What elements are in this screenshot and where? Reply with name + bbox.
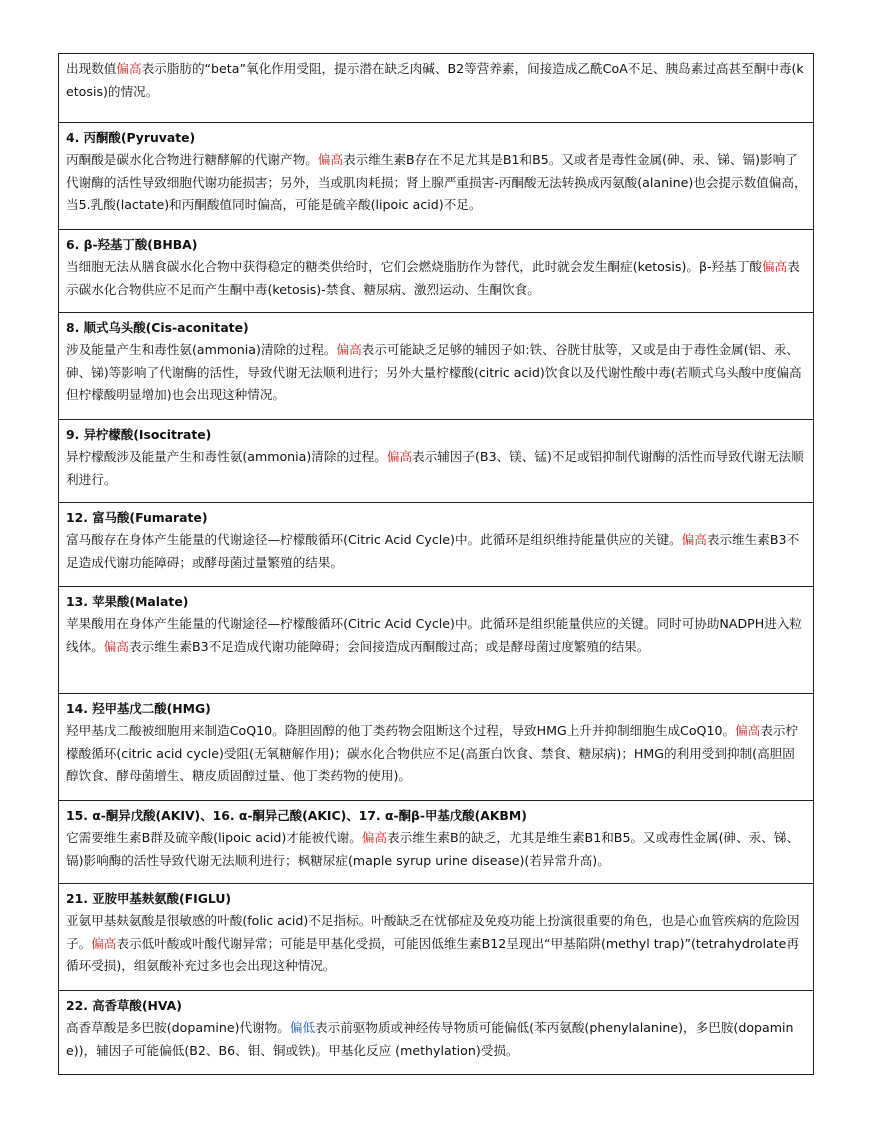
table-row [59, 420, 814, 503]
section-cell [59, 587, 814, 694]
table-row [59, 230, 814, 313]
body-text: 出现数值 [66, 61, 117, 76]
section-body [66, 446, 807, 491]
section-heading: 15. α-酮异戊酸(AKIV)、16. α-酮异己酸(AKIC)、17. α-酮β-甲基戊酸(AKBM) [66, 808, 527, 823]
body-text: 表示维生素B的缺乏，尤其是维生素B1和B5。又或毒性金属(砷、汞、锑、镉)影响酶的活性导致代谢无法顺利进行；枫糖尿症(maple syrup urine disease)(若异常升高)。 [66, 830, 800, 868]
body-text: 当细胞无法从膳食碳水化合物中获得稳定的糖类供给时，它们会燃烧脂肪作为替代，此时就会发生酮症(ketosis)。β-羟基丁酸 [66, 259, 762, 274]
section-cell [59, 313, 814, 420]
section-heading: 13. 苹果酸(Malate) [66, 594, 189, 609]
body-text: 异柠檬酸涉及能量产生和毒性氨(ammonia)清除的过程。 [66, 449, 387, 464]
body-text: 表示脂肪的“beta”氧化作用受阻，提示潜在缺乏肉碱、B2等营养素，间接造成乙酰CoA不足、胰岛素过高甚至酮中毒(ketosis)的情况。 [66, 61, 804, 99]
body-text: 表示柠檬酸循环(citric acid cycle)受阻(无氧糖解作用)；碳水化合物供应不足(高蛋白饮食、禁食、糖尿病)；HMG的利用受到抑制(高胆固醇饮食、酵母菌增生、糖皮质固醇过量、他丁类药物的使用)。 [66, 723, 799, 784]
highlight-text: 偏高 [386, 449, 413, 464]
section-body [66, 1017, 807, 1062]
section-body [66, 529, 807, 574]
section-cell [59, 991, 814, 1075]
body-text: 表示维生素B存在不足尤其是B1和B5。又或者是毒性金属(砷、汞、锑、镉)影响了代谢酶的活性导致细胞代谢功能损害；另外，当或肌肉耗损；肾上腺严重损害-丙酮酸无法转换成丙氨酸(alanine)也会提示数值偏高，当5.乳酸(lactate)和丙酮酸值同时偏高，可能是硫辛酸(lipoic acid)不足。 [66, 152, 807, 213]
document-page [58, 53, 814, 1075]
highlight-text: 偏高 [361, 830, 388, 845]
section-heading: 4. 丙酮酸(Pyruvate) [66, 130, 196, 145]
body-text: 它需要维生素B群及硫辛酸(lipoic acid)才能被代谢。 [66, 830, 362, 845]
highlight-text: 偏高 [681, 532, 707, 547]
section-heading: 6. β-羟基丁酸(BHBA) [66, 237, 198, 252]
highlight-text: 偏高 [317, 152, 344, 167]
table-row [59, 884, 814, 991]
section-cell [59, 884, 814, 991]
section-body [66, 339, 807, 407]
table-row [59, 54, 814, 123]
section-cell [59, 420, 814, 503]
body-text: 表示可能缺乏足够的辅因子如:铁、谷胱甘肽等，又或是由于毒性金属(铝、汞、砷、锑)等影响了代谢酶的活性，导致代谢无法顺利进行；另外大量柠檬酸(citric acid)饮食以及代谢性酸中毒(若顺式乌头酸中度偏高但柠檬酸明显增加)也会出现这种情况。 [66, 342, 802, 403]
section-heading: 8. 顺式乌头酸(Cis-aconitate) [66, 320, 249, 335]
body-text: 表示前驱物质或神经传导物质可能偏低(苯丙氨酸(phenylalanine)，多巴胺(dopamine))，辅因子可能偏低(B2、B6、钼、铜或铁)。甲基化反应 (methylation)受损。 [66, 1020, 794, 1058]
section-body [66, 720, 807, 788]
body-text: 表示辅因子(B3、镁、锰)不足或铝抑制代谢酶的活性而导致代谢无法顺利进行。 [66, 449, 804, 487]
highlight-text: 偏高 [336, 342, 362, 357]
highlight-text: 偏高 [91, 935, 117, 951]
table-row [59, 503, 814, 587]
body-text: 表示维生素B3不足造成代谢功能障碍；会间接造成丙酮酸过高；或是酵母菌过度繁殖的结果。 [128, 638, 650, 654]
body-text: 表示低叶酸或叶酸代谢异常；可能是甲基化受损，可能因低维生素B12呈现出“甲基陷阱(methyl trap)”(tetrahydrolate再循环受损)，组氨酸补充过多也会出现这种情况。 [66, 935, 799, 974]
table-row [59, 694, 814, 801]
section-body [66, 910, 807, 978]
section-heading: 9. 异柠檬酸(Isocitrate) [66, 427, 212, 442]
section-cell [59, 54, 814, 123]
body-text: 羟甲基戊二酸被细胞用来制造CoQ10。降胆固醇的他丁类药物会阻断这个过程，导致HMG上升并抑制细胞生成CoQ10。 [66, 723, 736, 738]
table-row [59, 801, 814, 884]
table-row [59, 587, 814, 694]
section-body [66, 149, 807, 217]
body-text: 亚氨甲基麸氨酸是很敏感的叶酸(folic acid)不足指标。叶酸缺乏在忧郁症及免疫功能上扮演很重要的角色，也是心血管疾病的危险因子。 [66, 913, 800, 951]
section-cell [59, 801, 814, 884]
highlight-text: 偏低 [289, 1020, 316, 1035]
section-body [66, 827, 807, 872]
section-cell [59, 694, 814, 801]
section-cell [59, 503, 814, 587]
table-row [59, 123, 814, 230]
section-heading: 14. 羟甲基戊二酸(HMG) [66, 701, 211, 716]
body-text: 丙酮酸是碳水化合物进行糖酵解的代谢产物。 [66, 152, 318, 167]
highlight-text: 偏高 [103, 638, 129, 654]
highlight-text: 偏高 [116, 61, 142, 76]
section-body [66, 613, 807, 658]
section-heading: 12. 富马酸(Fumarate) [66, 510, 208, 525]
table-row [59, 313, 814, 420]
section-cell [59, 123, 814, 230]
body-text: 高香草酸是多巴胺(dopamine)代谢物。 [66, 1020, 290, 1035]
highlight-text: 偏高 [761, 259, 788, 274]
section-body [66, 58, 807, 103]
highlight-text: 偏高 [735, 723, 761, 738]
body-text: 涉及能量产生和毒性氨(ammonia)清除的过程。 [66, 342, 337, 357]
body-text: 苹果酸用在身体产生能量的代谢途径—柠檬酸循环(Citric Acid Cycle)中。此循环是组织能量供应的关键。同时可协助NADPH进入粒线体。 [66, 616, 803, 654]
content-table [58, 53, 814, 1075]
section-heading: 22. 高香草酸(HVA) [66, 998, 182, 1013]
section-cell [59, 230, 814, 313]
table-row [59, 991, 814, 1075]
section-heading: 21. 亚胺甲基麸氨酸(FIGLU) [66, 891, 232, 906]
body-text: 表示碳水化合物供应不足而产生酮中毒(ketosis)-禁食、糖尿病、激烈运动、生酮饮食。 [66, 259, 800, 297]
body-text: 表示维生素B3不足造成代谢功能障碍；或酵母菌过量繁殖的结果。 [66, 532, 800, 570]
section-body [66, 256, 807, 301]
body-text: 富马酸存在身体产生能量的代谢途径—柠檬酸循环(Citric Acid Cycle)中。此循环是组织维持能量供应的关键。 [66, 532, 682, 547]
